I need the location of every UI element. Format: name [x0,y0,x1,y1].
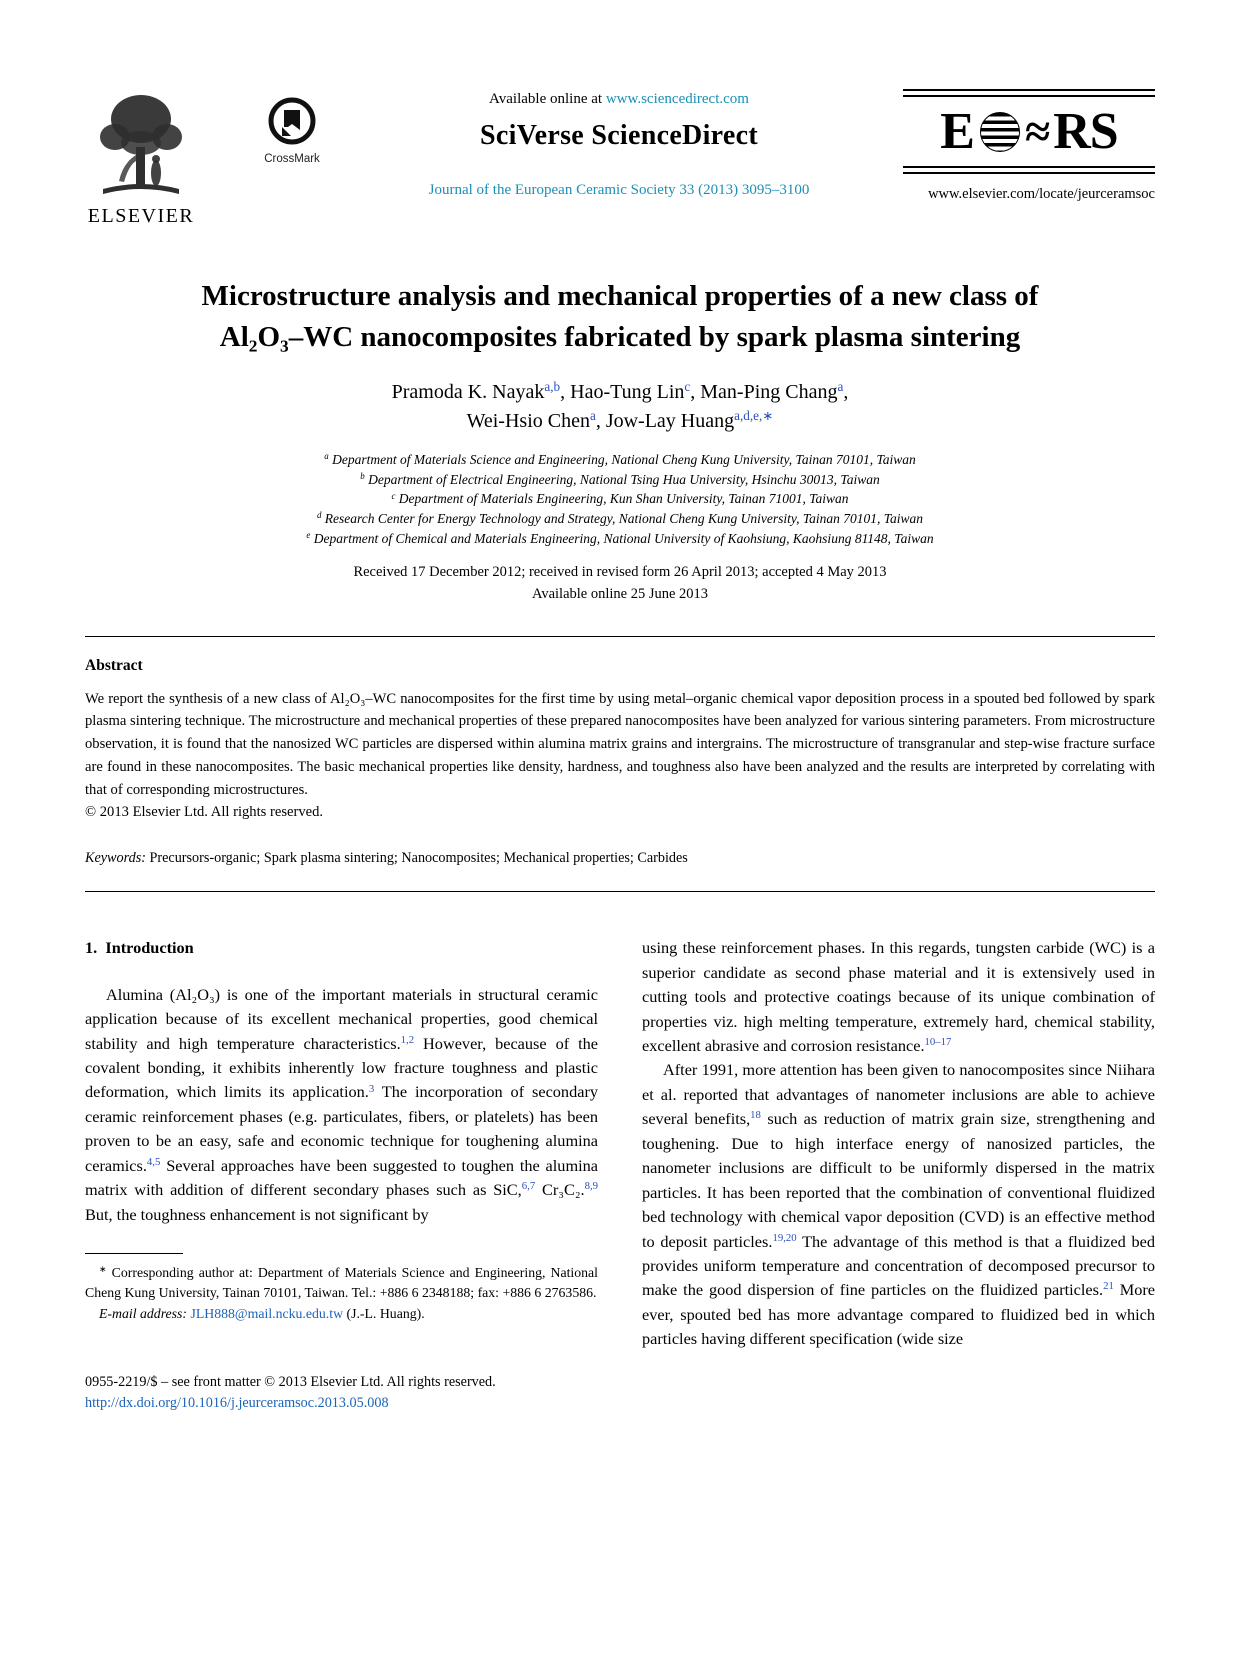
article-body [85,936,1155,1414]
section-heading-introduction: 1. Introduction [85,938,194,958]
journal-citation-link[interactable]: Journal of the European Ceramic Society 33 (2013) 3095–3100 [428,182,810,198]
article-title-line2: Al₂O₃–WC nanocomposites fabricated by spark plasma sintering [219,321,1021,354]
affiliation-line: $^a$ Department of Materials Science and Engineering, National Cheng Kung University, Tainan 70101, Taiwan [324,451,916,468]
affiliation-line: $^b$ Department of Electrical Engineering, National Tsing Hua University, Hsinchu 30013, Taiwan [360,471,880,487]
footnote [85,1263,598,1324]
abstract-section [85,657,1155,868]
affiliation-line: $^d$ Research Center for Energy Technology and Strategy, National Cheng Kung University, Tainan 70101, Taiwan [316,510,924,527]
footnote-divider [85,1253,183,1254]
author-list [85,378,1155,436]
left-column [85,936,598,1414]
rule-bottom [903,166,1155,174]
available-online-date: Available online 25 June 2013 [531,585,709,602]
abstract-heading: Abstract [85,656,143,674]
elsevier-locate-url: www.elsevier.com/locate/jeurceramsoc [928,185,1155,202]
crossmark-label: CrossMark [264,153,320,165]
affiliation-line: $^c$ Department of Materials Engineering, Kun Shan University, Tainan 71001, Taiwan [391,490,849,507]
sciverse-sciencedirect-logo: SciVerse ScienceDirect [480,120,758,151]
authors-line2: Wei-Hsio Chen$^a$, Jow-Lay Huang$^{a,d,e,∗}$ [466,408,774,433]
elsevier-logo [85,85,197,228]
keywords-label: Keywords: [85,850,146,867]
divider [85,891,1155,892]
ecers-tilde-glyph: ≈ [1024,106,1049,157]
divider [85,636,1155,637]
affiliations [85,450,1155,548]
crossmark-icon [268,97,316,145]
article-title [85,276,1155,358]
corresponding-author-note: ∗ Corresponding author at: Department of Materials Science and Engineering, National Cheng Kung University, Tainan 70101, Taiwan. Tel.: +886 6 2348188; fax: +886 6 2763586. [85,1264,598,1301]
ecers-striped-circle-icon [980,112,1020,152]
crossmark-badge[interactable] [249,97,335,165]
available-online-line [335,91,903,108]
ecers-logo-e: E [940,103,975,160]
elsevier-tree-icon [89,85,193,203]
sciencedirect-link[interactable]: www.sciencedirect.com [605,91,749,107]
keywords-text: Precursors-organic; Spark plasma sintering; Nanocomposites; Mechanical properties; Carbides [145,850,688,867]
available-online-text: Available online at [489,91,606,107]
body-paragraph: using these reinforcement phases. In this regards, tungsten carbide (WC) is a superior candidate as second phase material and it is extensively used in cutting tools and protective coatings because of its unique combination of properties viz. high melting temperature, extremely hard, chemical stability, excellent abrasive and corrosion resistance.$^{10-17}$ [642,938,1155,1055]
article-title-line1: Microstructure analysis and mechanical properties of a new class of [201,280,1039,312]
keywords-line [85,850,1155,867]
received-dates: Received 17 December 2012; received in revised form 26 April 2013; accepted 4 May 2013 [353,564,887,581]
issn-copyright-line: 0955-2219/$ – see front matter © 2013 Elsevier Ltd. All rights reserved. [85,1373,496,1390]
header-right [903,85,1155,203]
page-footer [85,1372,598,1415]
abstract-text: We report the synthesis of a new class of Al₂O₃–WC nanocomposites for the first time by using metal–organic chemical vapor deposition process in a spouted bed followed by spark plasma sintering technique. The microstructure and mechanical properties of these prepared nanocomposites have been analyzed for various sintering parameters. From microstructure observation, it is found that the nanosized WC particles are dispersed within alumina matrix grains and intergrains. The microstructure of transgranular and step-wise fracture surface are found in these nanocomposites. The basic mechanical properties like density, hardness, and toughness also have been analyzed and the results are interpreted by correlating with that of corresponding microstructures. [85,690,1155,798]
authors-line1: Pramoda K. Nayak$^{a,b}$, Hao-Tung Lin$^c$, Man-Ping Chang$^a$, [391,379,849,404]
ecers-logo-rs: RS [1053,103,1118,160]
rule-top [903,89,1155,97]
email-line[interactable]: E-mail address: JLH888@mail.ncku.edu.tw (J.-L. Huang). [99,1305,425,1321]
right-column [642,936,1155,1414]
abstract-copyright: © 2013 Elsevier Ltd. All rights reserved. [85,804,324,821]
doi-link[interactable]: http://dx.doi.org/10.1016/j.jeurceramsoc.2013.05.008 [85,1395,389,1412]
elsevier-wordmark: ELSEVIER [87,205,195,227]
header [85,85,1155,228]
header-center [335,85,903,199]
intro-paragraph: Alumina (Al₂O₃) is one of the important materials in structural ceramic application because of its excellent mechanical properties, good chemical stability and high temperature characteristics.$^{1,2}$ However, because of the covalent bonding, it exhibits inherently low fracture toughness and plastic deformation, which limits its application.$^3$ The incorporation of secondary ceramic reinforcement phases (e.g. particulates, fibers, or platelets) has been proven to be an easy, safe and economic technique for toughening alumina ceramics.$^{4,5}$ Several approaches have been suggested to toughen the alumina matrix with addition of different secondary phases such as SiC,$^{6,7}$ Cr₃C₂.$^{8,9}$ But, the toughness enhancement is not significant by [85,984,599,1224]
article-history [85,562,1155,606]
body-paragraph: After 1991, more attention has been given to nanocomposites since Niihara et al. reported that advantages of nanometer inclusions are able to achieve several benefits,$^{18}$ such as reduction of matrix grain size, strengthening and toughening. Due to high interface energy of nanosized particles, the nanometer inclusions are difficult to be uniformly dispersed in the matrix particles. It has been reported that the combination of conventional fluidized bed technology with chemical vapor deposition (CVD) is an effective method to deposit particles.$^{19,20}$ The advantage of this method is that a fluidized bed provides uniform temperature and concentration of decomposed precursor to make the good dispersion of fine particles on the fluidized particles.$^{21}$ More ever, spouted bed has more advantage compared to fluidized bed in which particles having different specification (wide size [642,1060,1155,1349]
affiliation-line: $^e$ Department of Chemical and Materials Engineering, National University of Kaohsiung, Kaohsiung 81148, Taiwan [306,529,934,546]
ecers-journal-logo [903,97,1155,166]
